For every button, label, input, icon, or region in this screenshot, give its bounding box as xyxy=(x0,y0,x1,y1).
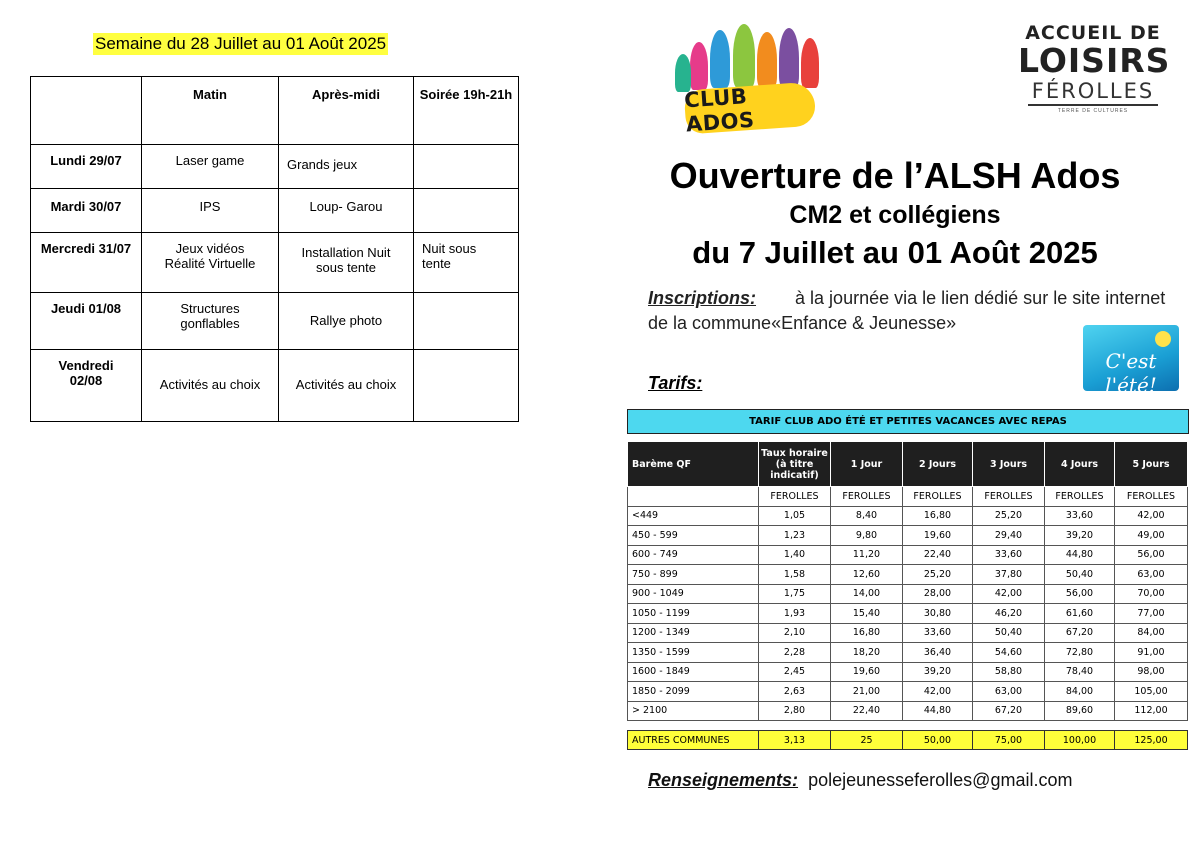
inscriptions-label: Inscriptions: xyxy=(648,288,757,308)
tarif-subheader-row xyxy=(628,487,1188,507)
club-ados-badge xyxy=(684,82,817,135)
schedule-row xyxy=(31,350,519,422)
tarif-table xyxy=(627,441,1188,750)
tarif-cell: 1,75 xyxy=(759,584,831,604)
tarif-cell: 2,80 xyxy=(759,701,831,721)
tarif-col-header: 1 Jour xyxy=(831,442,903,487)
tarifs-label: Tarifs: xyxy=(648,373,703,393)
tarif-cell: 16,80 xyxy=(831,623,903,643)
tarif-cell: 42,00 xyxy=(973,584,1045,604)
summer-badge xyxy=(1083,325,1179,391)
tarif-cell: 84,00 xyxy=(1045,682,1115,702)
tarif-cell: 1,40 xyxy=(759,545,831,565)
schedule-row xyxy=(31,293,519,350)
tarif-qf-cell: 1350 - 1599 xyxy=(628,643,759,663)
tarif-cell: 70,00 xyxy=(1115,584,1188,604)
renseignements-label: Renseignements: xyxy=(648,770,799,790)
tarif-cell: 77,00 xyxy=(1115,604,1188,624)
tarif-cell: 42,00 xyxy=(903,682,973,702)
tarif-row xyxy=(628,701,1188,721)
tarif-cell: 1,58 xyxy=(759,565,831,585)
tarif-cell: 61,60 xyxy=(1045,604,1115,624)
accueil-tagline: TERRE DE CULTURES xyxy=(1057,108,1129,114)
schedule-apres-midi: Installation Nuit sous tente xyxy=(279,233,414,293)
schedule-header-empty xyxy=(31,77,142,145)
tarif-qf-cell: > 2100 xyxy=(628,701,759,721)
schedule-matin: IPS xyxy=(142,189,279,233)
tarif-col-header: 3 Jours xyxy=(973,442,1045,487)
tarif-cell: 91,00 xyxy=(1115,643,1188,663)
tarif-cell: 12,60 xyxy=(831,565,903,585)
tarif-cell: 2,63 xyxy=(759,682,831,702)
tarif-body xyxy=(628,506,1188,721)
dancer-figure xyxy=(757,32,777,88)
tarif-cell: 15,40 xyxy=(831,604,903,624)
tarif-col-header: 2 Jours xyxy=(903,442,973,487)
tarif-cell: 67,20 xyxy=(1045,623,1115,643)
schedule-matin: Jeux vidéos Réalité Virtuelle xyxy=(142,233,279,293)
schedule-header-soiree: Soirée 19h-21h xyxy=(414,77,519,145)
tarif-subheader: FEROLLES xyxy=(831,487,903,507)
club-ados-logo xyxy=(665,24,850,144)
dancer-figure xyxy=(710,30,730,88)
contact-email-link[interactable]: polejeunesseferolles@gmail.com xyxy=(808,770,1073,790)
tarif-cell: 78,40 xyxy=(1045,662,1115,682)
tarif-cell: 33,60 xyxy=(973,545,1045,565)
tarif-col-header: 5 Jours xyxy=(1115,442,1188,487)
tarif-header-row xyxy=(628,442,1188,487)
schedule-day: Vendredi 02/08 xyxy=(31,350,142,422)
tarif-cell: 29,40 xyxy=(973,526,1045,546)
tarif-cell: 16,80 xyxy=(903,506,973,526)
schedule-header-row xyxy=(31,77,519,145)
schedule-day: Lundi 29/07 xyxy=(31,145,142,189)
tarif-cell: 19,60 xyxy=(831,662,903,682)
tarif-cell: 89,60 xyxy=(1045,701,1115,721)
tarif-cell: 84,00 xyxy=(1115,623,1188,643)
tarif-col-header: Taux horaire (à titre indicatif) xyxy=(759,442,831,487)
schedule-header-apres-midi: Après-midi xyxy=(279,77,414,145)
tarif-row xyxy=(628,643,1188,663)
schedule-header-matin: Matin xyxy=(142,77,279,145)
tarif-cell: 19,60 xyxy=(903,526,973,546)
accueil-loisirs-logo xyxy=(1018,22,1171,122)
schedule-matin: Structures gonflables xyxy=(142,293,279,350)
schedule-day: Mercredi 31/07 xyxy=(31,233,142,293)
tarif-cell: 18,20 xyxy=(831,643,903,663)
tarif-subheader: FEROLLES xyxy=(903,487,973,507)
tarif-qf-cell: 1600 - 1849 xyxy=(628,662,759,682)
tarif-cell: 14,00 xyxy=(831,584,903,604)
accueil-line1: ACCUEIL DE xyxy=(1025,22,1161,44)
tarif-cell: 22,40 xyxy=(831,701,903,721)
tarif-cell: 33,60 xyxy=(903,623,973,643)
tarif-cell: 37,80 xyxy=(973,565,1045,585)
tarif-table-title: TARIF CLUB ADO ÉTÉ ET PETITES VACANCES AVEC REPAS xyxy=(627,409,1189,434)
schedule-matin: Laser game xyxy=(142,145,279,189)
schedule-day: Mardi 30/07 xyxy=(31,189,142,233)
tarif-cell: 25 xyxy=(831,731,903,750)
tarif-cell: 54,60 xyxy=(973,643,1045,663)
tarif-qf-cell: 1050 - 1199 xyxy=(628,604,759,624)
tarif-cell: 98,00 xyxy=(1115,662,1188,682)
schedule-row xyxy=(31,233,519,293)
tarif-qf-cell: 450 - 599 xyxy=(628,526,759,546)
tarif-cell: 63,00 xyxy=(1115,565,1188,585)
tarif-cell: 25,20 xyxy=(903,565,973,585)
tarif-row xyxy=(628,662,1188,682)
tarif-cell: 63,00 xyxy=(973,682,1045,702)
schedule-row xyxy=(31,145,519,189)
tarif-cell: 33,60 xyxy=(1045,506,1115,526)
schedule-soiree xyxy=(414,293,519,350)
tarif-cell: 50,00 xyxy=(903,731,973,750)
renseignements-line xyxy=(648,768,1072,792)
tarif-cell: 67,20 xyxy=(973,701,1045,721)
tarif-cell: 105,00 xyxy=(1115,682,1188,702)
tarif-row xyxy=(628,682,1188,702)
schedule-apres-midi: Rallye photo xyxy=(279,293,414,350)
tarif-qf-cell: 1200 - 1349 xyxy=(628,623,759,643)
tarif-row xyxy=(628,584,1188,604)
tarif-col-header: Barème QF xyxy=(628,442,759,487)
schedule-soiree xyxy=(414,145,519,189)
schedule-apres-midi: Loup- Garou xyxy=(279,189,414,233)
schedule-matin: Activités au choix xyxy=(142,350,279,422)
dancer-figure xyxy=(690,42,708,90)
tarif-cell: 1,05 xyxy=(759,506,831,526)
tarif-subheader: FEROLLES xyxy=(973,487,1045,507)
tarif-cell: 3,13 xyxy=(759,731,831,750)
summer-badge-text: C'est l'été! xyxy=(1105,349,1157,391)
tarif-qf-cell: <449 xyxy=(628,506,759,526)
page-subtitle: CM2 et collégiens xyxy=(789,201,1001,229)
tarif-qf-cell: 1850 - 2099 xyxy=(628,682,759,702)
dancer-figure xyxy=(779,28,799,88)
tarif-row xyxy=(628,526,1188,546)
dancer-figure xyxy=(733,24,755,88)
schedule-soiree xyxy=(414,350,519,422)
tarif-row xyxy=(628,623,1188,643)
tarif-cell: 75,00 xyxy=(973,731,1045,750)
tarif-cell: 112,00 xyxy=(1115,701,1188,721)
tarif-autres-row xyxy=(628,731,1188,750)
page-title: Ouverture de l’ALSH Ados xyxy=(669,155,1121,196)
tarif-cell: 36,40 xyxy=(903,643,973,663)
tarif-cell: 42,00 xyxy=(1115,506,1188,526)
tarif-cell: 46,20 xyxy=(973,604,1045,624)
tarif-row xyxy=(628,545,1188,565)
inscriptions-text: à la journée via le lien dédié sur le site internet de la commune«Enfance & Jeunesse» xyxy=(648,288,1166,333)
tarif-cell: 39,20 xyxy=(903,662,973,682)
tarif-qf-cell: 900 - 1049 xyxy=(628,584,759,604)
schedule-table xyxy=(30,76,519,422)
tarif-cell: 58,80 xyxy=(973,662,1045,682)
tarif-cell: 9,80 xyxy=(831,526,903,546)
tarif-cell: 2,45 xyxy=(759,662,831,682)
schedule-day: Jeudi 01/08 xyxy=(31,293,142,350)
tarif-cell: 11,20 xyxy=(831,545,903,565)
tarif-cell: AUTRES COMMUNES xyxy=(628,731,759,750)
tarif-gap xyxy=(628,721,1188,731)
accueil-line3: FÉROLLES xyxy=(1028,78,1158,106)
tarif-cell: 2,28 xyxy=(759,643,831,663)
tarif-cell: 44,80 xyxy=(903,701,973,721)
schedule-row xyxy=(31,189,519,233)
schedule-apres-midi: Grands jeux xyxy=(279,145,414,189)
accueil-line2: LOISIRS xyxy=(1018,41,1171,80)
tarif-cell: 56,00 xyxy=(1045,584,1115,604)
tarif-cell: 50,40 xyxy=(973,623,1045,643)
tarif-col-header: 4 Jours xyxy=(1045,442,1115,487)
tarif-row xyxy=(628,565,1188,585)
tarif-cell: 2,10 xyxy=(759,623,831,643)
tarif-cell: 39,20 xyxy=(1045,526,1115,546)
tarif-cell: 56,00 xyxy=(1115,545,1188,565)
tarif-cell: 21,00 xyxy=(831,682,903,702)
week-title: Semaine du 28 Juillet au 01 Août 2025 xyxy=(95,34,387,53)
tarif-subheader: FEROLLES xyxy=(759,487,831,507)
tarif-cell: 49,00 xyxy=(1115,526,1188,546)
tarif-row xyxy=(628,506,1188,526)
tarif-cell: 22,40 xyxy=(903,545,973,565)
tarif-subheader xyxy=(628,487,759,507)
tarif-cell: 1,23 xyxy=(759,526,831,546)
tarif-cell: 50,40 xyxy=(1045,565,1115,585)
tarif-qf-cell: 600 - 749 xyxy=(628,545,759,565)
schedule-soiree xyxy=(414,189,519,233)
schedule-apres-midi: Activités au choix xyxy=(279,350,414,422)
tarif-cell: 125,00 xyxy=(1115,731,1188,750)
tarif-cell: 100,00 xyxy=(1045,731,1115,750)
sun-icon xyxy=(1155,331,1171,347)
schedule-soiree: Nuit sous tente xyxy=(414,233,519,293)
tarif-row xyxy=(628,604,1188,624)
tarif-cell: 25,20 xyxy=(973,506,1045,526)
tarif-cell: 30,80 xyxy=(903,604,973,624)
tarif-cell: 44,80 xyxy=(1045,545,1115,565)
tarif-subheader: FEROLLES xyxy=(1115,487,1188,507)
tarif-cell: 1,93 xyxy=(759,604,831,624)
dates-title: du 7 Juillet au 01 Août 2025 xyxy=(692,235,1098,270)
club-ados-text: CLUB ADOS xyxy=(683,84,756,137)
tarif-qf-cell: 750 - 899 xyxy=(628,565,759,585)
tarif-cell: 8,40 xyxy=(831,506,903,526)
tarif-cell: 28,00 xyxy=(903,584,973,604)
tarif-subheader: FEROLLES xyxy=(1045,487,1115,507)
tarif-cell: 72,80 xyxy=(1045,643,1115,663)
dancer-figure xyxy=(675,54,691,92)
